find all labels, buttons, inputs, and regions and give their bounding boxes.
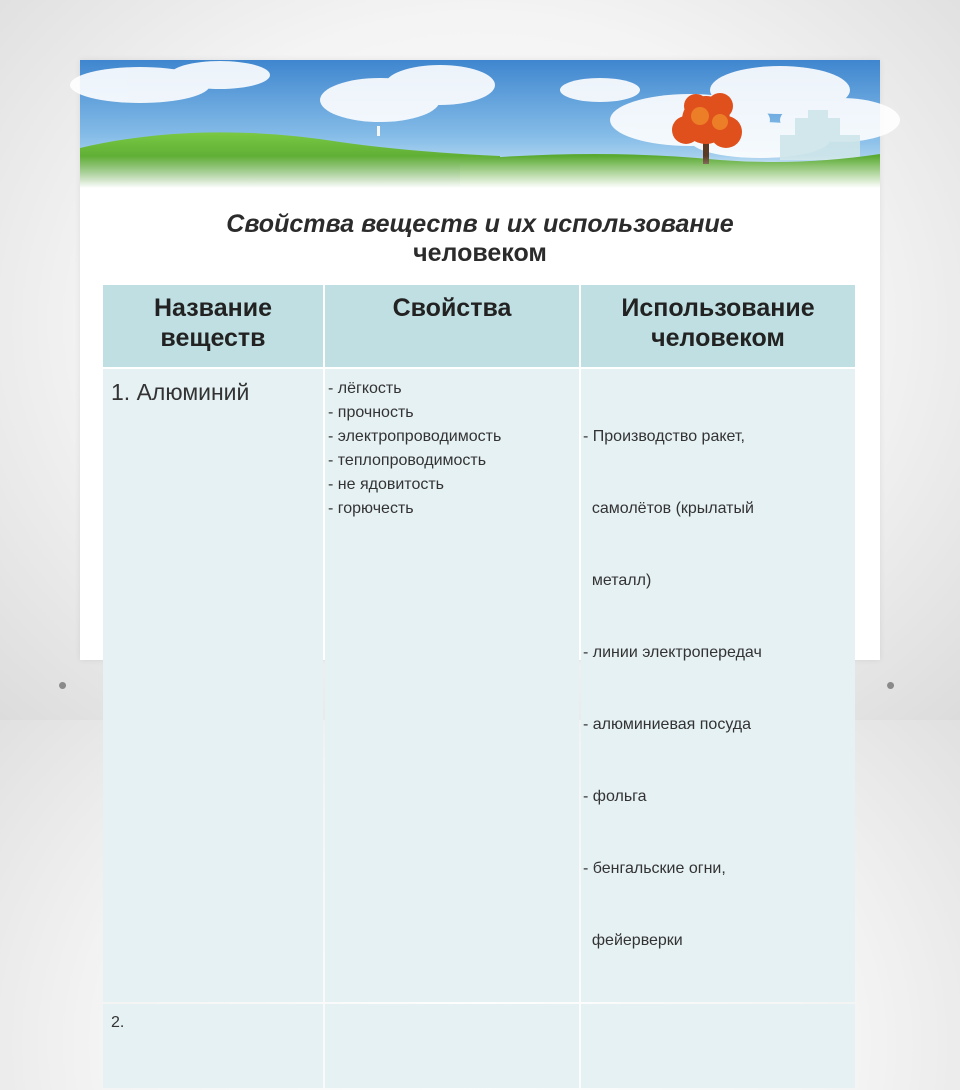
uses-list xyxy=(582,370,854,1001)
table-row xyxy=(103,1004,855,1088)
title-line-1: Свойства веществ и их использование xyxy=(226,210,734,238)
list-item: - прочность xyxy=(328,404,414,421)
header-uses: Использование человеком xyxy=(581,285,855,367)
list-item: - лёгкость xyxy=(328,380,402,397)
list-item: - горючесть xyxy=(328,500,414,517)
slide xyxy=(80,60,880,1031)
cell-substance-name: 2. xyxy=(103,1004,323,1088)
properties-list xyxy=(326,370,578,521)
list-item: - линии электропередач xyxy=(583,644,762,661)
header-name: Название веществ xyxy=(103,285,323,367)
right-nav-dot: • xyxy=(886,670,896,700)
substances-table xyxy=(101,283,857,1090)
list-item: - теплопроводимость xyxy=(328,452,487,469)
list-item: - бенгальские огни, xyxy=(583,860,726,877)
list-item: металл) xyxy=(583,572,652,589)
left-nav-dot: • xyxy=(58,670,68,700)
landscape-banner xyxy=(80,60,880,188)
cell-uses xyxy=(581,369,855,1002)
list-item: - фольга xyxy=(583,788,647,805)
list-item: самолётов (крылатый xyxy=(583,500,754,517)
slide-title xyxy=(80,210,880,268)
landscape-image xyxy=(80,60,880,188)
title-line-2: человеком xyxy=(413,239,547,267)
list-item: - не ядовитость xyxy=(328,476,444,493)
list-item: - алюминиевая посуда xyxy=(583,716,752,733)
list-item: фейерверки xyxy=(583,932,683,949)
table-header-row xyxy=(103,285,855,367)
list-item: - электропроводимость xyxy=(328,428,502,445)
list-item: - Производство ракет, xyxy=(583,428,745,445)
cell-substance-name: 1. Алюминий xyxy=(103,369,323,1002)
header-properties: Свойства xyxy=(325,285,579,367)
cell-properties xyxy=(325,1004,579,1088)
cell-uses xyxy=(581,1004,855,1088)
cell-properties xyxy=(325,369,579,1002)
table-row xyxy=(103,369,855,1002)
